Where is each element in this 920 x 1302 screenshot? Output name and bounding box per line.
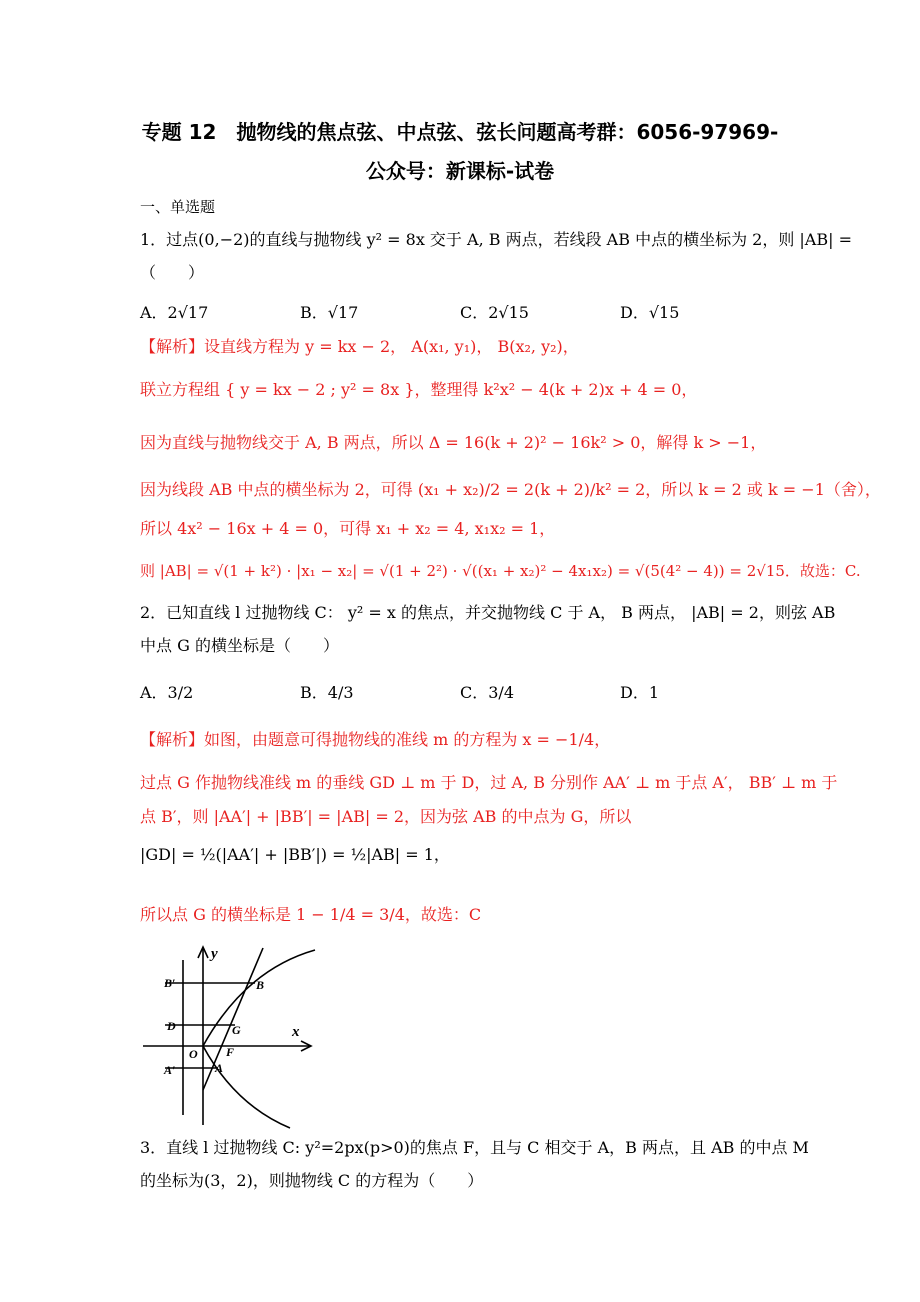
parabola-figure [135,940,325,1132]
q2-solution-line: |GD| = ½(|AA′| + |BB′|) = ½|AB| = 1， [140,845,450,864]
label-g: G [232,1023,241,1037]
q1-option-a: A．2√17 [140,303,209,322]
label-y: y [211,946,218,962]
q2-option-b: B．4/3 [300,683,354,702]
q2-stem-line2: 中点 G 的横坐标是（ ） [140,636,339,655]
q1-solution-line: 联立方程组 { y = kx − 2 ; y² = 8x }，整理得 k²x² − 4(k + 2)x + 4 = 0， [140,380,698,399]
q2-solution-line: 过点 G 作抛物线准线 m 的垂线 GD ⊥ m 于 D，过 A, B 分别作 AA′ ⊥ m 于点 A′， BB′ ⊥ m 于 [140,773,838,792]
q2-stem-line1: 2．已知直线 l 过抛物线 C： y² = x 的焦点，并交抛物线 C 于 A， B 两点， |AB| = 2，则弦 AB [140,603,836,622]
doc-title-line2: 公众号：新课标-试卷 [365,159,555,183]
q2-solution-line: 【解析】如图，由题意可得抛物线的准线 m 的方程为 x = −1/4， [140,730,611,749]
label-d: D [167,1019,176,1033]
q1-solution-line: 所以 4x² − 16x + 4 = 0，可得 x₁ + x₂ = 4, x₁x₂ = 1， [140,519,556,538]
label-o: O [189,1047,198,1061]
label-b: B [256,978,265,992]
q1-solution-line: 则 |AB| = √(1 + k²) · |x₁ − x₂| = √(1 + 2²) · √((x₁ + x₂)² − 4x₁x₂) = √(5(4² − 4)) = 2√15．故选：C. [140,562,861,580]
q2-solution-line: 所以点 G 的横坐标是 1 − 1/4 = 3/4，故选：C [140,905,482,924]
q1-option-d: D．√15 [620,303,680,322]
q2-solution-line: 点 B′，则 |AA′| + |BB′| = |AB| = 2，因为弦 AB 的中点为 G，所以 [140,807,632,826]
q3-stem-line1: 3．直线 l 过抛物线 C: y²=2px(p>0)的焦点 F，且与 C 相交于 A，B 两点，且 AB 的中点 M [140,1138,809,1157]
q1-solution-line: 【解析】设直线方程为 y = kx − 2， A(x₁, y₁)， B(x₂, y₂)， [140,337,579,356]
q2-option-a: A．3/2 [140,683,194,702]
label-a-prime: A′ [164,1063,176,1077]
q2-option-c: C．3/4 [460,683,514,702]
q1-stem-line2: （ ） [140,263,205,282]
q1-option-c: C．2√15 [460,303,529,322]
doc-title-line1: 专题 12 抛物线的焦点弦、中点弦、弦长问题高考群：6056-97969- [141,120,779,144]
q1-stem-line1: 1．过点(0,−2)的直线与抛物线 y² = 8x 交于 A, B 两点，若线段 AB 中点的横坐标为 2，则 |AB| = [140,230,853,249]
q1-solution-line: 因为线段 AB 中点的横坐标为 2，可得 (x₁ + x₂)/2 = 2(k + 2)/k² = 2，所以 k = 2 或 k = −1（舍）， [140,480,881,499]
section-heading: 一、单选题 [140,198,216,216]
q3-stem-line2: 的坐标为(3，2)，则抛物线 C 的方程为（ ） [140,1171,484,1190]
label-b-prime: B′ [164,976,176,990]
q1-option-b: B．√17 [300,303,359,322]
label-f: F [226,1045,235,1059]
q2-option-d: D．1 [620,683,660,702]
label-x: x [292,1024,300,1040]
label-a: A [215,1061,224,1075]
q1-solution-line: 因为直线与抛物线交于 A, B 两点，所以 Δ = 16(k + 2)² − 16k² > 0，解得 k > −1， [140,433,767,452]
